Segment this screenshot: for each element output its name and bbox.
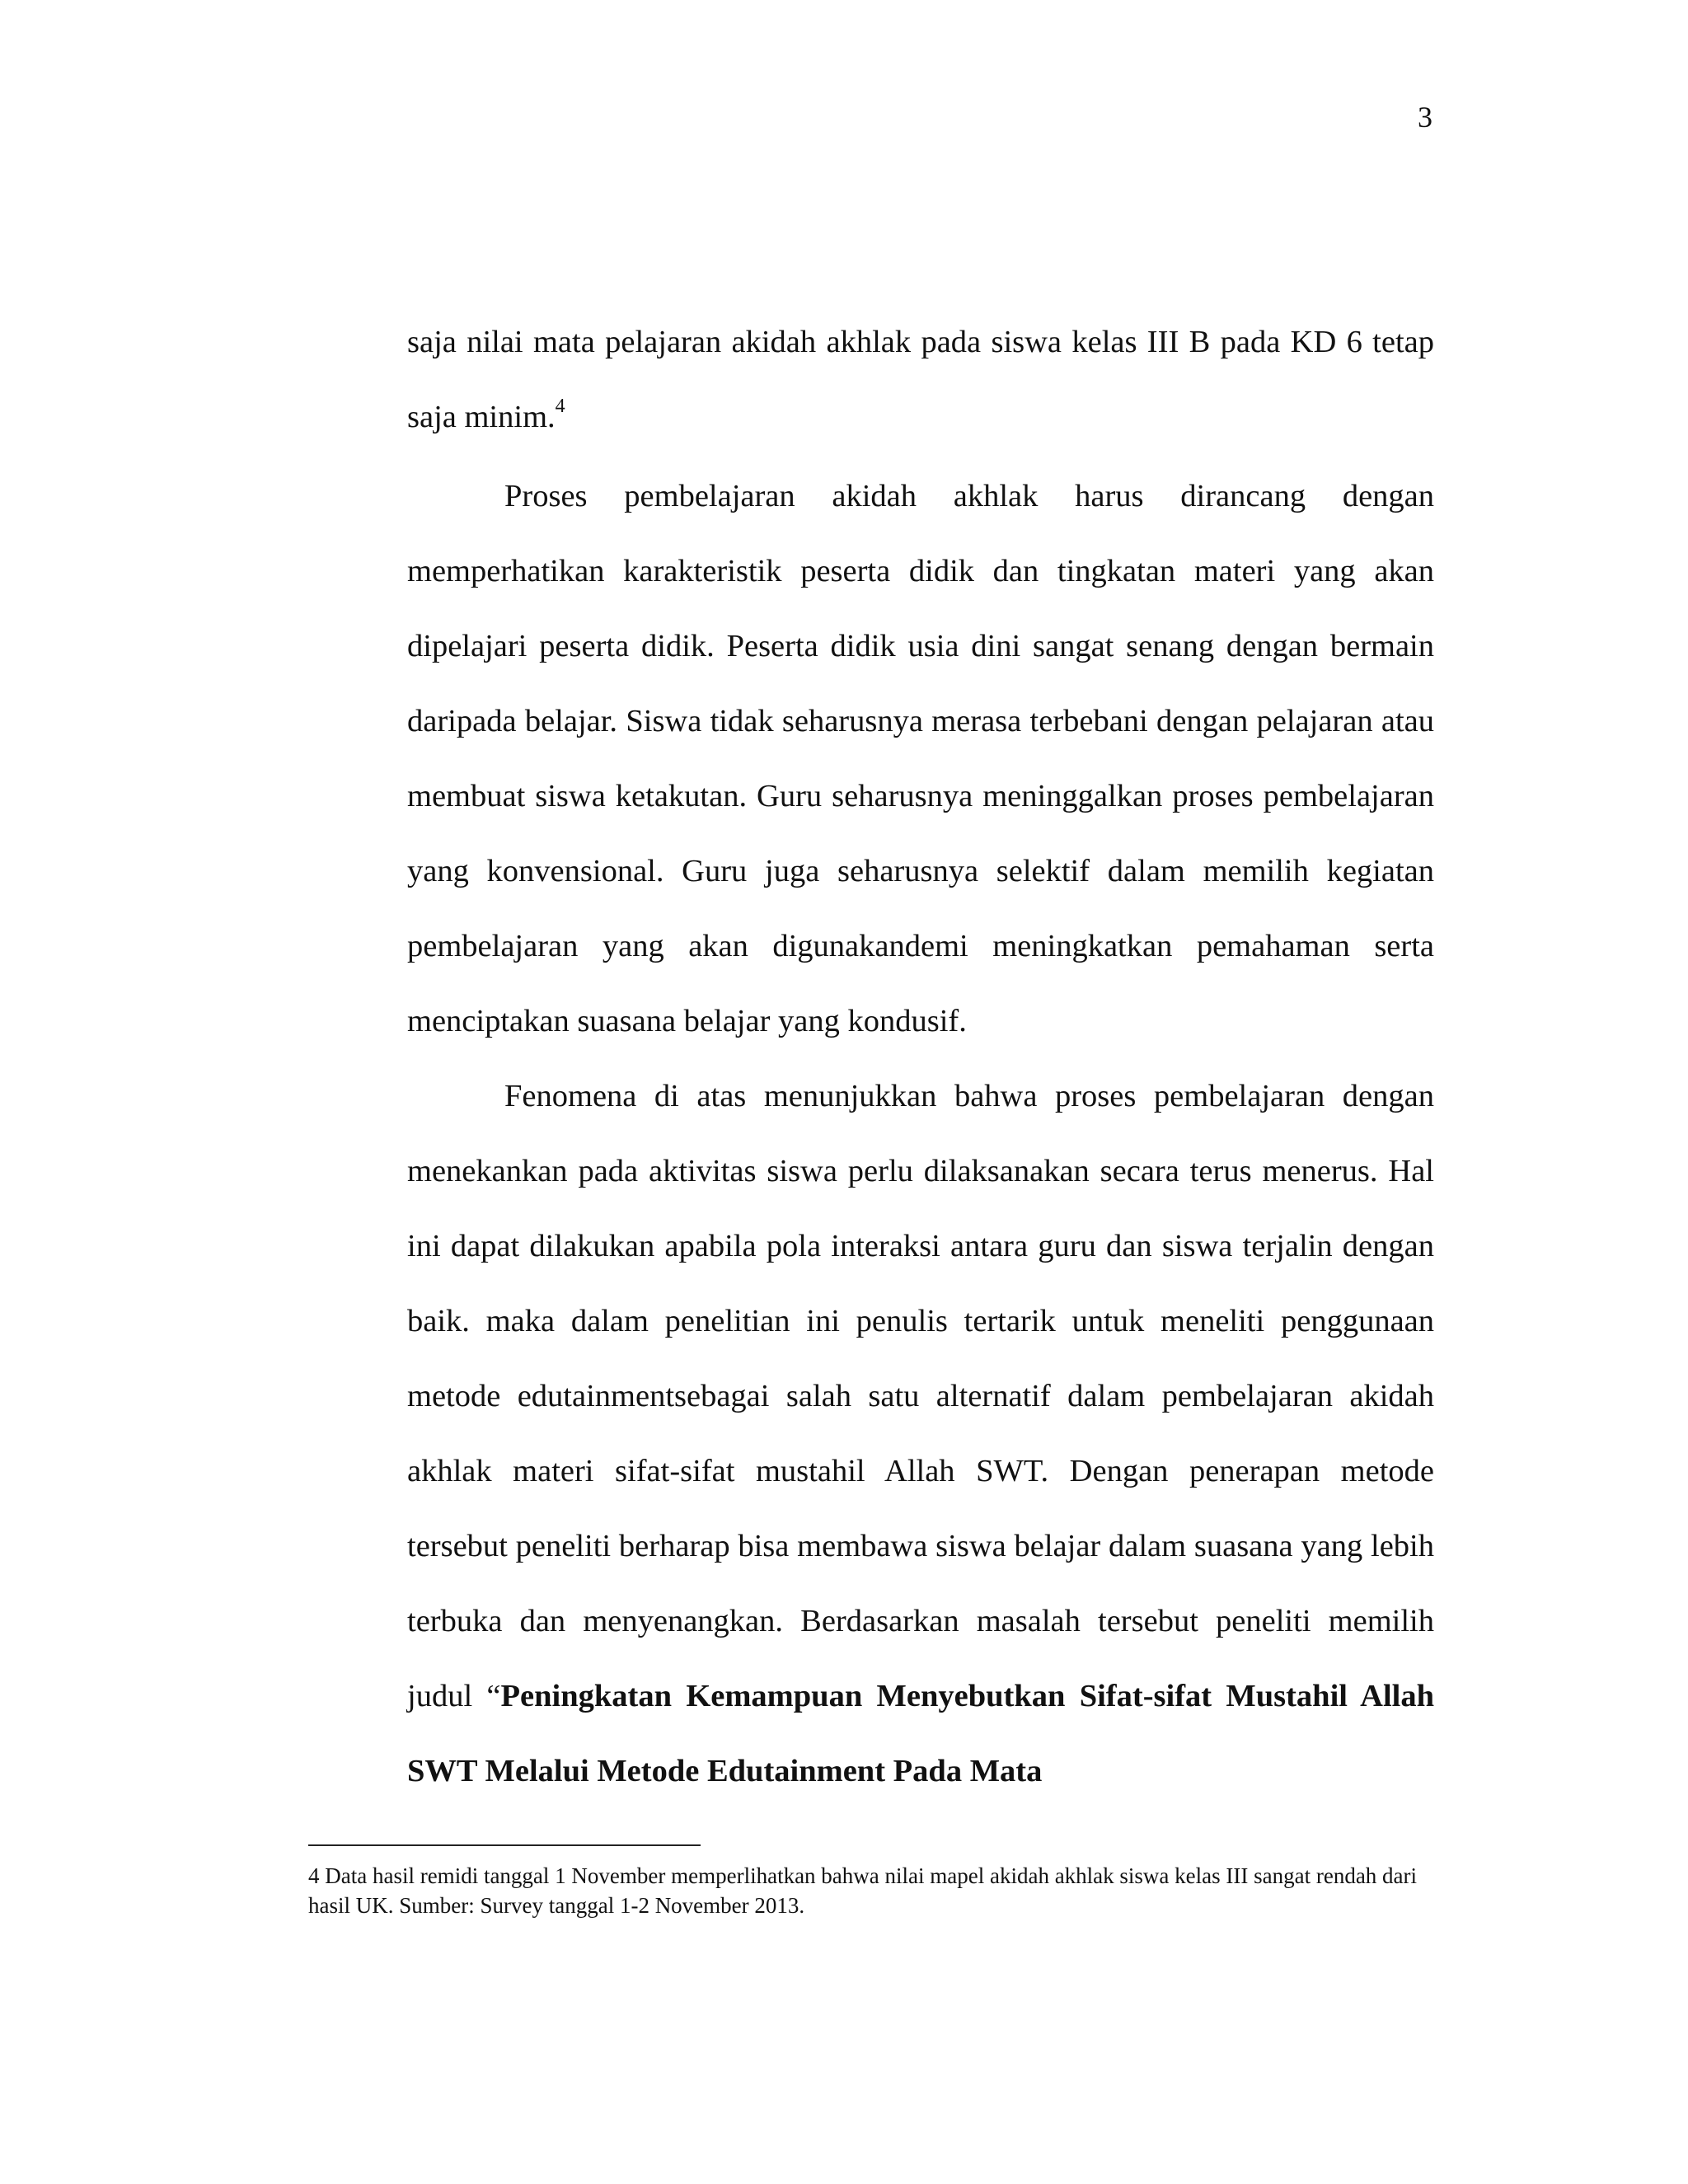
page-number: 3: [1418, 101, 1432, 134]
paragraph-2: Proses pembelajaran akidah akhlak harus dirancang dengan memperhatikan karakteristik peserta didik dan tingkatan materi yang akan dipelajari peserta didik. Peserta didik usia dini sangat senang dengan bermain daripada belajar. Siswa tidak seharusnya merasa terbebani dengan pelajaran atau membuat siswa ketakutan. Guru seharusnya meninggalkan proses pembelajaran yang konvensional. Guru juga seharusnya selektif dalam memilih kegiatan pembelajaran yang akan digunakandemi meningkatkan pemahaman serta menciptakan suasana belajar yang kondusif.: [407, 479, 1434, 1038]
body-text: [407, 305, 1434, 1809]
paragraph-3: [407, 1059, 1434, 1809]
research-title: Peningkatan Kemampuan Menyebutkan Sifat-sifat Mustahil Allah SWT Melalui Metode Edutainment Pada Mata: [407, 1679, 1434, 1788]
paragraph-3-text: Fenomena di atas menunjukkan bahwa proses pembelajaran dengan menekankan pada aktivitas siswa perlu dilaksanakan secara terus menerus. Hal ini dapat dilakukan apabila pola interaksi antara guru dan siswa terjalin dengan baik. maka dalam penelitian ini penulis tertarik untuk meneliti penggunaan metode edutainmentsebagai salah satu alternatif dalam pembelajaran akidah akhlak materi sifat-sifat mustahil Allah SWT. Dengan penerapan metode tersebut peneliti berharap bisa membawa siswa belajar dalam suasana yang lebih terbuka dan menyenangkan. Berdasarkan masalah tersebut peneliti memilih judul “: [407, 1079, 1434, 1713]
paragraph-1-text: saja nilai mata pelajaran akidah akhlak pada siswa kelas III B pada KD 6 tetap saja minim.: [407, 325, 1434, 434]
paragraph-1: [407, 305, 1434, 459]
footnote-reference: 4: [555, 396, 565, 417]
footnote-separator: [308, 1844, 701, 1846]
footnote: 4 Data hasil remidi tanggal 1 November memperlihatkan bahwa nilai mapel akidah akhlak siswa kelas III sangat rendah dari hasil UK. Sumber: Survey tanggal 1-2 November 2013.: [308, 1863, 1418, 1918]
